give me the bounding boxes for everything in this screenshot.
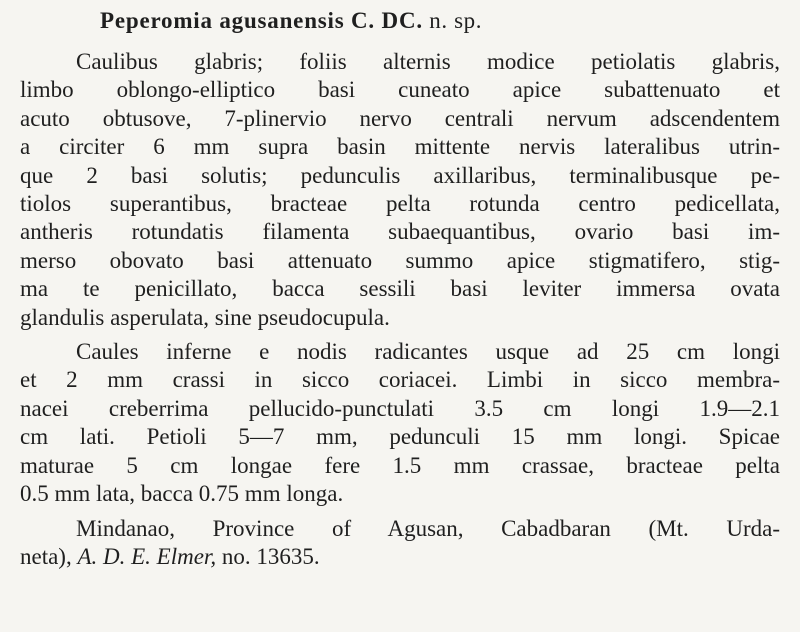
- description-line: que 2 basi solutis; pedunculis axillaribus, terminalibusque pe-: [20, 162, 780, 188]
- species-heading: [100, 6, 780, 36]
- description-line: Caulibus glabris; foliis alternis modice petiolatis glabris,: [76, 49, 780, 74]
- locality-line: Mindanao, Province of Agusan, Cabadbaran (Mt. Urda-: [76, 515, 780, 541]
- description-line: antheris rotundatis filamenta subaequantibus, ovario basi im-: [20, 219, 780, 245]
- description-paragraph: [20, 48, 780, 332]
- measurements-paragraph: [20, 338, 780, 508]
- description-line: merso obovato basi attenuato summo apice stigmatifero, stig-: [20, 247, 780, 273]
- measurements-line: et 2 mm crassi in sicco coriacei. Limbi in sicco membra-: [20, 367, 780, 393]
- locality-line-2: [20, 543, 780, 571]
- description-line: tiolos superantibus, bracteae pelta rotunda centro pedicellata,: [20, 191, 780, 217]
- measurements-line: Caules inferne e nodis radicantes usque ad 25 cm longi: [76, 339, 780, 365]
- species-status: n. sp.: [429, 8, 483, 33]
- locality-paragraph: [20, 515, 780, 572]
- description-line: ma te penicillato, bacca sessili basi leviter immersa ovata: [20, 276, 780, 302]
- species-name: Peperomia agusanensis C. DC.: [100, 8, 423, 33]
- description-line: a circiter 6 mm supra basin mittente nervis lateralibus utrin-: [20, 134, 780, 160]
- description-line: limbo oblongo-elliptico basi cuneato apice subattenuato et: [20, 77, 780, 103]
- measurements-line: nacei creberrima pellucido-punctulati 3.5 cm longi 1.9—2.1: [20, 395, 780, 421]
- measurements-line: cm lati. Petioli 5—7 mm, pedunculi 15 mm longi. Spicae: [20, 424, 780, 450]
- description-line: acuto obtusove, 7-plinervio nervo centrali nervum adscendentem: [20, 105, 780, 131]
- description-line: glandulis asperulata, sine pseudocupula.: [20, 304, 390, 330]
- collector-name: A. D. E. Elmer,: [77, 543, 217, 569]
- locality-text: neta),: [20, 543, 78, 569]
- measurements-line: 0.5 mm lata, bacca 0.75 mm longa.: [20, 481, 344, 507]
- specimen-number: no. 13635.: [216, 543, 320, 569]
- measurements-line: maturae 5 cm longae fere 1.5 mm crassae, bracteae pelta: [20, 452, 780, 478]
